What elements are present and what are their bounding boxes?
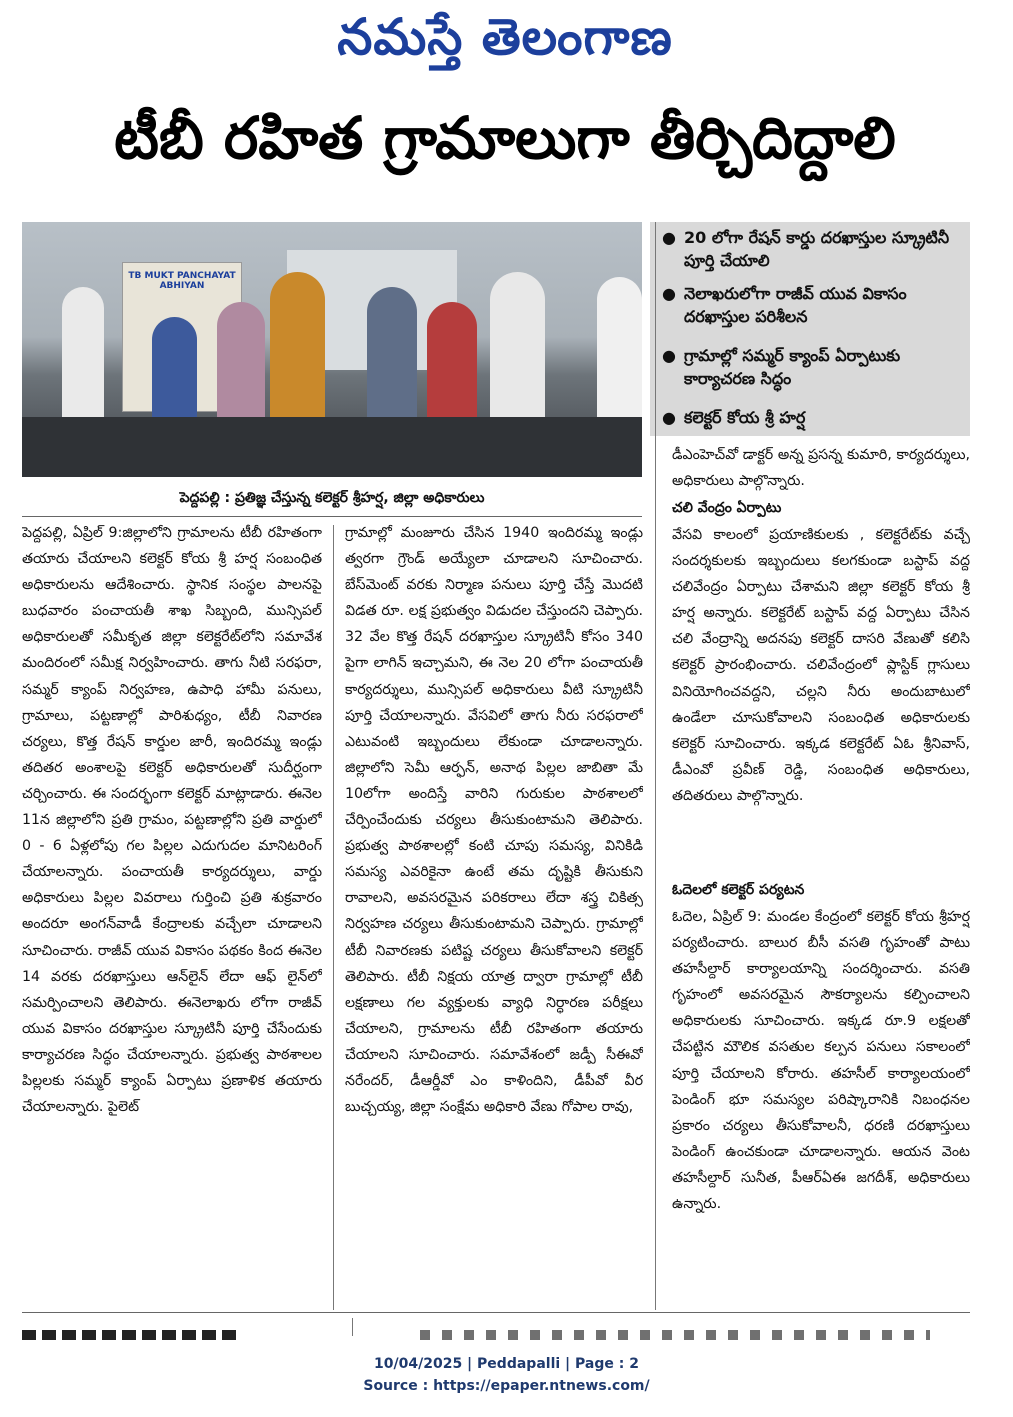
person <box>367 287 417 437</box>
news-photo <box>22 222 642 477</box>
person <box>270 272 325 437</box>
person <box>597 277 642 437</box>
footer-date-line: 10/04/2025 | Peddapalli | Page : 2 <box>374 1356 639 1372</box>
divider <box>22 516 642 517</box>
column-divider <box>333 525 334 1310</box>
column-divider <box>655 222 656 1310</box>
conference-desk <box>22 417 642 477</box>
bullet-icon: ● <box>662 408 676 427</box>
headline: టీబీ రహిత గ్రామాలుగా తీర్చిదిద్దాలి <box>114 103 896 172</box>
masthead: నమస్తే తెలంగాణ <box>337 7 673 66</box>
article-column-3-odela: ఓదెల, ఏప్రిల్ 9: మండల కేంద్రంలో కలెక్టర్ కోయ శ్రీహర్ష పర్యటించారు. బాలుర బీసీ వసతి గృహంతో పాటు తహసీల్దార్ కార్యాలయాన్ని సందర్శించారు. వసతి గృహంలో అవసరమైన సౌకర్యాలను కల్పించాలని అధికారులకు సూచించారు. ఇక్కడ రూ.9 లక్షలతో చేపట్టిన మౌలిక వసతుల కల్పన పనులు సకాలంలో పూర్తి చేయాలని కోరారు. తహసీల్ కార్యాలయంలో పెండింగ్ భూ సమస్యల పరిష్కారానికి నిబంధనల ప్రకారం చర్యలు తీసుకోవాలనీ, ధరణి దరఖాస్తులు పెండింగ్ ఉంచకుండా చూడాలన్నారు. ఆయన వెంట తహసీల్దార్ సునీత, పీఆర్‌ఏఈ జగదీశ్, అధికారులు ఉన్నారు. <box>672 909 970 1213</box>
person <box>490 272 545 437</box>
column-divider <box>352 1318 353 1336</box>
subheading-odela: ఓదెలలో కలెక్టర్ పర్యటన <box>672 882 805 898</box>
article-column-3-intro: డీఎంహెచ్‌వో డాక్టర్ అన్న ప్రసన్న కుమారి, కార్యదర్శులు, అధికారులు పాల్గొన్నారు. <box>672 447 970 490</box>
highlight-item: ● నెలాఖరులోగా రాజీవ్ యువ వికాసం దరఖాస్తుల పరిశీలన <box>662 284 907 326</box>
highlight-item: ● గ్రామాల్లో సమ్మర్ క్యాంప్ ఏర్పాటుకు కార్యాచరణ సిద్ధం <box>662 346 901 388</box>
article-column-1: పెద్దపల్లి, ఏప్రిల్ 9:జిల్లాలోని గ్రామాలను టీబీ రహితంగా తయారు చేయాలని కలెక్టర్ కోయ శ్రీ హర్ష సంబంధిత అధికారులను ఆదేశించారు. స్థానిక సంస్థల పాలనపై బుధవారం పంచాయతీ శాఖ సిబ్బంది, మున్సిపల్ అధికారులతో సమీకృత జిల్లా కలెక్టరేట్‌లోని సమావేశ మందిరంలో సమీక్ష నిర్వహించారు. తాగు నీటి సరఫరా, సమ్మర్ క్యాంప్ నిర్వహణ, ఉపాధి హామీ పనులు, గ్రామాలు, పట్టణాల్లో పారిశుధ్యం, టీబీ నివారణ చర్యలు, కొత్త రేషన్ కార్డుల జారీ, ఇందిరమ్మ ఇండ్లు తదితర అంశాలపై కలెక్టర్ అధికారులతో సుదీర్ఘంగా చర్చించారు. ఈ సందర్భంగా కలెక్టర్ మాట్లాడారు. ఈనెల 11న జిల్లాలోని ప్రతి గ్రామం, పట్టణాల్లోని ప్రతి వార్డులో 0 - 6 ఏళ్లలోపు గల పిల్లల ఎదుగుదల మానిటరింగ్ చేయాలన్నారు. పంచాయతీ కార్యదర్శులు, వార్డు అధికారులు పిల్లల వివరాలు గుర్తించి ప్రతి శుక్రవారం అందరూ అంగన్‌వాడీ కేంద్రాలకు వచ్చేలా చూడాలని సూచించారు. రాజీవ్ యువ వికాసం పథకం కింద ఈనెల 14 వరకు దరఖాస్తులు ఆన్‌లైన్ లేదా ఆఫ్ లైన్‌లో సమర్పించాలని తెలిపారు. ఈనెలాఖరు లోగా రాజీవ్ యువ వికాసం దరఖాస్తుల స్క్రూటినీ పూర్తి చేసేందుకు కార్యాచరణ సిద్ధం చేయాలన్నారు. ప్రభుత్వ పాఠశాలల పిల్లలకు సమ్మర్ క్యాంప్ ఏర్పాటు ప్రణాళిక తయారు చేయాలన్నారు. పైలెట్ <box>22 525 322 1116</box>
highlights-box <box>650 222 970 436</box>
highlight-item: ● కలెక్టర్ కోయ శ్రీ హర్ష <box>662 408 806 427</box>
next-story-teaser-strip <box>420 1330 930 1340</box>
bullet-icon: ● <box>662 346 676 365</box>
next-story-teaser-strip <box>22 1330 242 1340</box>
photo-caption: పెద్దపల్లి : ప్రతిజ్ఞ చేస్తున్న కలెక్టర్ శ్రీహర్ష, జిల్లా అధికారులు <box>179 489 485 506</box>
subheading-chali-vendram: చలి వేంద్రం ఏర్పాటు <box>672 500 782 516</box>
bullet-icon: ● <box>662 228 676 247</box>
divider <box>22 1312 970 1313</box>
bullet-icon: ● <box>662 284 676 303</box>
footer-source-line[interactable]: Source : https://epaper.ntnews.com/ <box>363 1378 650 1394</box>
person <box>62 287 104 437</box>
photo-banner: TB MUKT PANCHAYAT ABHIYAN <box>122 262 242 412</box>
highlight-item: ● 20 లోగా రేషన్ కార్డు దరఖాస్తుల స్క్రూటినీ పూర్తి చేయాలి <box>662 228 950 270</box>
article-column-2: గ్రామాల్లో మంజూరు చేసిన 1940 ఇందిరమ్మ ఇండ్లు త్వరగా గ్రౌండ్ అయ్యేలా చూడాలని సూచించారు. బేస్‌మెంట్ వరకు నిర్మాణ పనులు పూర్తి చేస్తే మొదటి విడత రూ. లక్ష ప్రభుత్వం విడుదల చేస్తుందని చెప్పారు. 32 వేల కొత్త రేషన్ దరఖాస్తుల స్క్రూటినీ కోసం 340 పైగా లాగిన్ ఇచ్చామని, ఈ నెల 20 లోగా పంచాయతీ కార్యదర్శులు, మున్సిపల్ అధికారులు వీటి స్క్రూటినీ పూర్తి చేయాలన్నారు. వేసవిలో తాగు నీరు సరఫరాలో ఎటువంటి ఇబ్బందులు లేకుండా చూడాలన్నారు. జిల్లాలోని సెమీ ఆర్ఫన్, అనాథ పిల్లల జాబితా మే 10లోగా అందిస్తే వారిని గురుకుల పాఠశాలలో చేర్పించేందుకు చర్యలు తీసుకుంటామని తెలిపారు. ప్రభుత్వ పాఠశాలల్లో కంటి చూపు సమస్య, వినికిడి సమస్య ఎవరికైనా ఉంటే తమ దృష్టికి తీసుకుని రావాలని, అవసరమైన పరికరాలు లేదా శస్త్ర చికిత్స నిర్వహణ చర్యలు తీసుకుంటామని చెప్పారు. గ్రామాల్లో టీబీ నివారణకు పటిష్ట చర్యలు తీసుకోవాలని కలెక్టర్ తెలిపారు. టీబీ నిక్షయ యాత్ర ద్వారా గ్రామాల్లో టీబీ లక్షణాలు గల వ్యక్తులకు వ్యాధి నిర్ధారణ పరీక్షలు చేయాలని, గ్రామాలను టీబీ రహితంగా తయారు చేయాలని సూచించారు. సమావేశంలో జడ్పీ సీఈవో నరేందర్, డీఆర్డీవో ఎం కాళిందిని, డీపీవో వీర బుచ్చయ్య, జిల్లా సంక్షేమ అధికారి వేణు గోపాల రావు, <box>345 525 643 1116</box>
article-column-3-body: వేసవి కాలంలో ప్రయాణికులకు , కలెక్టరేట్‌కు వచ్చే సందర్శకులకు ఇబ్బందులు కలగకుండా బస్టాప్ వద్ద చలివేంద్రం ఏర్పాటు చేశామని జిల్లా కలెక్టర్ కోయ శ్రీ హర్ష అన్నారు. కలెక్టరేట్ బస్టాప్ వద్ద ఏర్పాటు చేసిన చలి వేంద్రాన్ని అదనపు కలెక్టర్ దాసరి వేణుతో కలిసి కలెక్టర్ ప్రారంభించారు. చలివేంద్రంలో ప్లాస్టిక్ గ్లాసులు వినియోగించవద్దని, చల్లని నీరు అందుబాటులో ఉండేలా చూసుకోవాలని సంబంధిత అధికారులకు కలెక్టర్ సూచించారు. ఇక్కడ కలెక్టరేట్ ఏఓ శ్రీనివాస్, డీఎంవో ప్రవీణ్ రెడ్డి, సంబంధిత అధికారులు, తదితరులు పాల్గొన్నారు. <box>672 527 970 804</box>
